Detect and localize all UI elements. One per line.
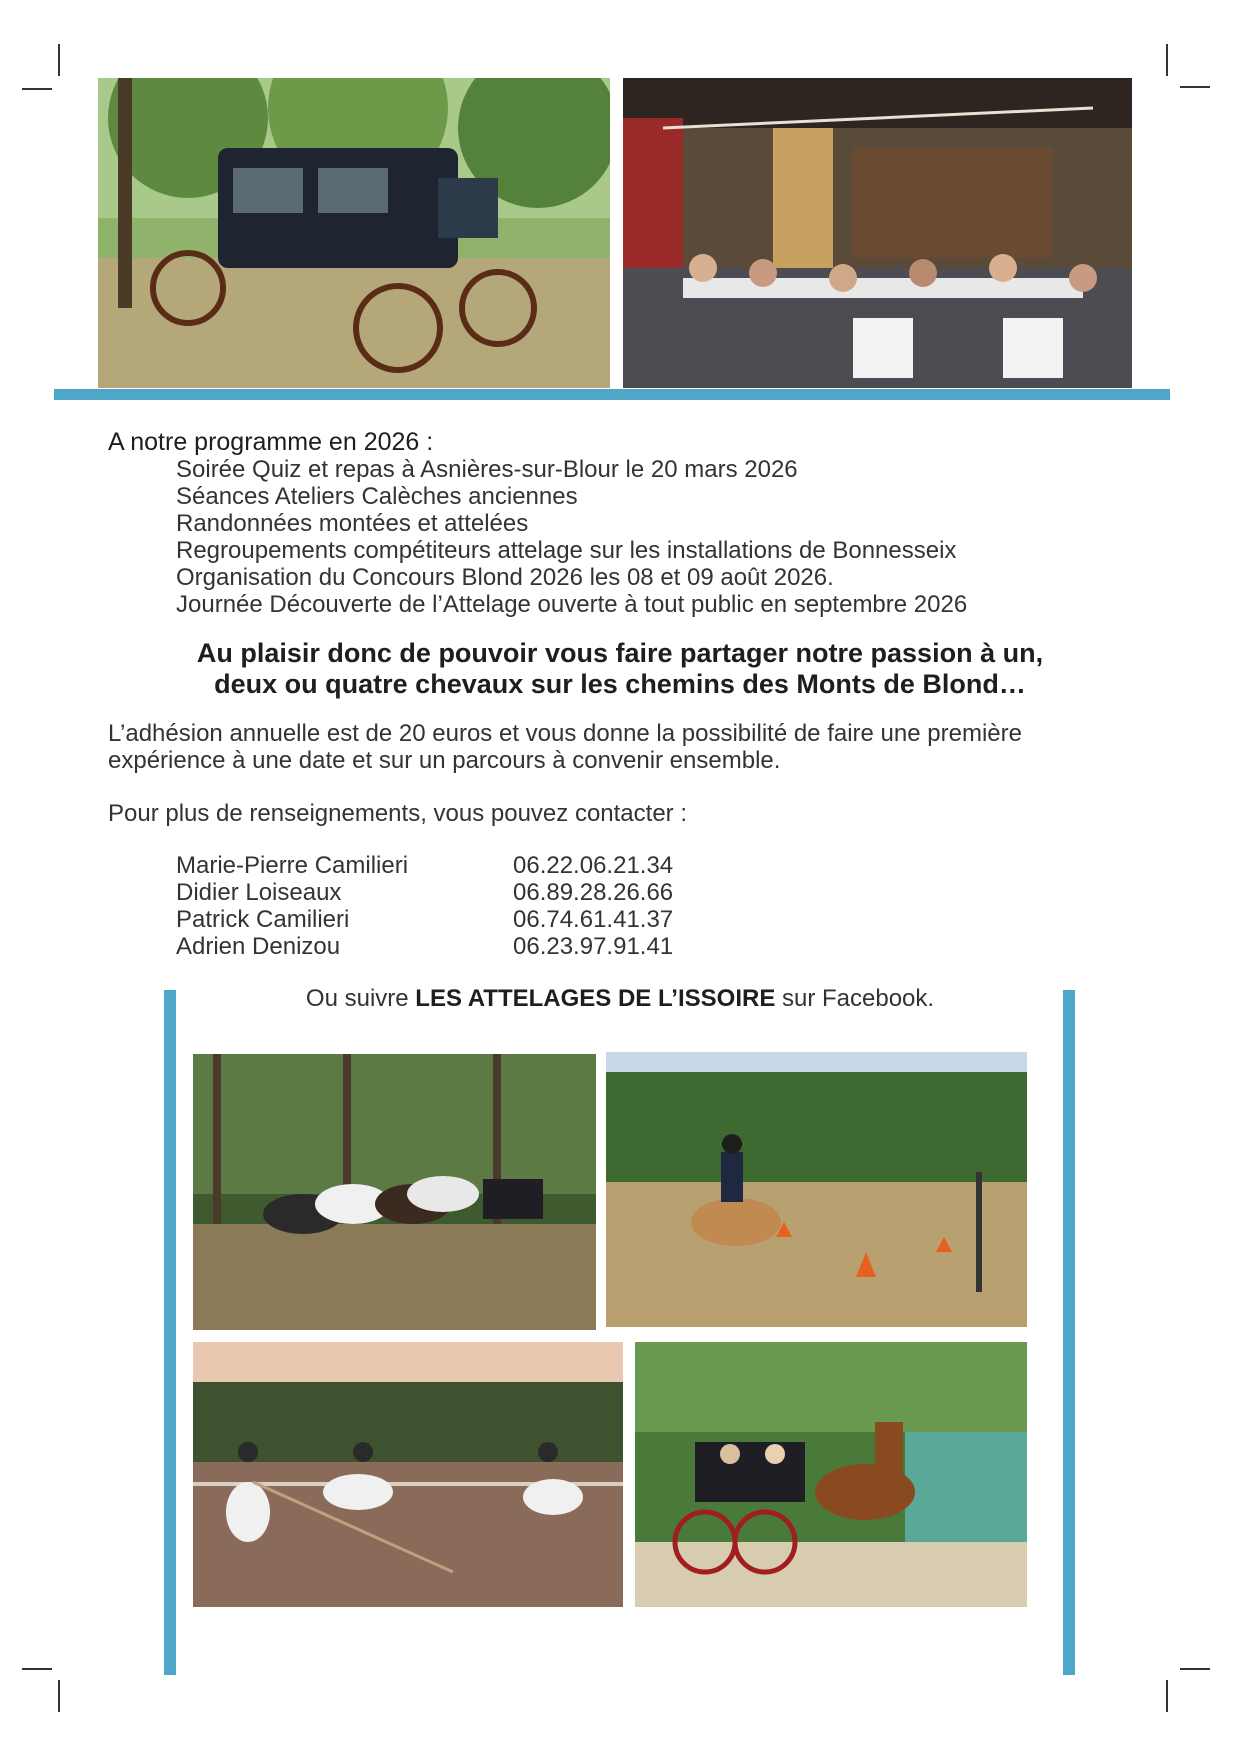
- program-item: Organisation du Concours Blond 2026 les 08 et 09 août 2026.: [176, 564, 834, 591]
- crop-mark: [1180, 86, 1210, 88]
- slogan-line: Au plaisir donc de pouvoir vous faire partager notre passion à un,: [196, 638, 1044, 668]
- slogan-line: deux ou quatre chevaux sur les chemins des Monts de Blond…: [214, 669, 1026, 699]
- crop-mark: [22, 88, 52, 90]
- program-item: Soirée Quiz et repas à Asnières-sur-Blour le 20 mars 2026: [176, 456, 798, 483]
- membership-text: L’adhésion annuelle est de 20 euros et vous donne la possibilité de faire une première expérience à une date et sur un parcours à convenir ensemble.: [108, 720, 1022, 774]
- crop-mark: [22, 1668, 52, 1670]
- contact-phone: 06.22.06.21.34: [513, 852, 674, 879]
- contact-name: Didier Loiseaux: [176, 879, 342, 906]
- contact-name: Adrien Denizou: [176, 933, 341, 960]
- accent-bar-left: [164, 990, 176, 1675]
- carriage-photo: [98, 78, 610, 388]
- crop-mark: [58, 44, 60, 76]
- crop-mark: [58, 1680, 60, 1712]
- crop-mark: [1166, 1680, 1168, 1712]
- accent-bar-top: [54, 389, 1170, 400]
- contact-phone: 06.89.28.26.66: [513, 879, 674, 906]
- program-item: Regroupements compétiteurs attelage sur les installations de Bonnesseix: [176, 537, 957, 564]
- lakeside-carriage-photo: [635, 1342, 1027, 1607]
- accent-bar-right: [1063, 990, 1075, 1675]
- contact-row: [176, 852, 673, 879]
- crop-mark: [1166, 44, 1168, 76]
- dressage-riders-photo: [193, 1342, 623, 1607]
- contact-intro: Pour plus de renseignements, vous pouvez contacter :: [108, 800, 687, 827]
- crop-mark: [1180, 1668, 1210, 1670]
- contact-row: [176, 933, 673, 960]
- contact-row: [176, 879, 673, 906]
- facebook-line: Ou suivre LES ATTELAGES DE L’ISSOIRE sur Facebook.: [305, 985, 935, 1012]
- mounted-rider-cones-photo: [606, 1052, 1027, 1327]
- contact-name: Patrick Camilieri: [176, 906, 350, 933]
- contact-name: Marie-Pierre Camilieri: [176, 852, 409, 879]
- contact-row: [176, 906, 673, 933]
- four-horse-team-photo: [193, 1054, 596, 1330]
- program-title: A notre programme en 2026 :: [108, 428, 434, 456]
- program-item: Randonnées montées et attelées: [176, 510, 529, 537]
- contact-phone: 06.74.61.41.37: [513, 906, 674, 933]
- slogan: [60, 638, 1180, 700]
- contact-phone: 06.23.97.91.41: [513, 933, 674, 960]
- program-item: Séances Ateliers Calèches anciennes: [176, 483, 578, 510]
- facebook-page-name: LES ATTELAGES DE L’ISSOIRE: [415, 985, 776, 1012]
- barn-dinner-photo: [623, 78, 1132, 388]
- program-item: Journée Découverte de l’Attelage ouverte à tout public en septembre 2026: [176, 591, 968, 618]
- program-list: [176, 456, 967, 618]
- contacts-table: [176, 852, 673, 960]
